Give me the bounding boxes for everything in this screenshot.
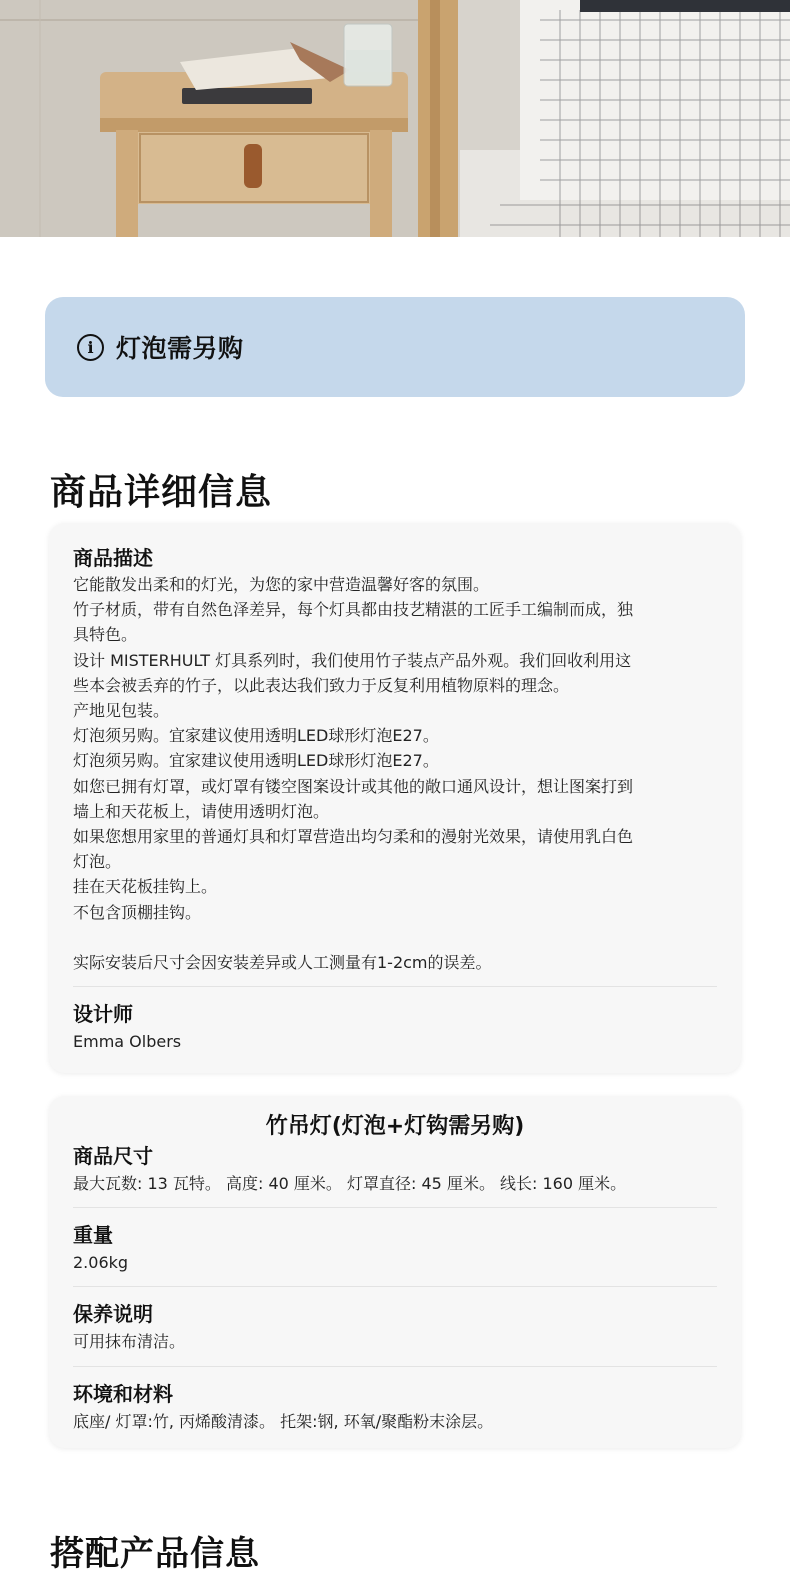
designer-name: Emma Olbers — [73, 1032, 182, 1052]
notice-text: 灯泡需另购 — [116, 334, 244, 363]
section-title-related-products: 搭配产品信息 — [50, 1534, 260, 1574]
description-line: 竹子材质，带有自然色泽差异，每个灯具都由技艺精湛的工匠手工编制而成，独 — [73, 600, 634, 620]
description-line: 挂在天花板挂钩上。 — [73, 877, 218, 897]
description-line — [73, 925, 717, 950]
dimensions-text: 最大瓦数: 13 瓦特。 高度: 40 厘米。 灯罩直径: 45 厘米。 线长: 160 厘米。 — [73, 1174, 627, 1193]
care-heading: 保养说明 — [73, 1302, 153, 1327]
description-line: 如您已拥有灯罩，或灯罩有镂空图案设计或其他的敞口通风设计，想让图案打到 — [73, 776, 634, 796]
divider — [73, 1366, 717, 1367]
materials-heading: 环境和材料 — [73, 1381, 173, 1406]
weight-heading: 重量 — [73, 1223, 113, 1248]
description-line: 产地见包装。 — [73, 701, 170, 721]
description-line: 灯泡须另购。宜家建议使用透明LED球形灯泡E27。 — [73, 726, 439, 746]
designer-heading: 设计师 — [73, 1002, 133, 1027]
description-line: 些本会被丢弃的竹子，以此表达我们致力于反复利用植物原料的理念。 — [73, 675, 570, 695]
divider — [73, 986, 717, 987]
bulb-sold-separately-notice — [45, 297, 745, 397]
dimensions-heading: 商品尺寸 — [73, 1144, 153, 1168]
bedroom-photo — [0, 0, 790, 237]
care-text: 可用抹布清洁。 — [73, 1332, 186, 1352]
description-line: 灯泡须另购。宜家建议使用透明LED球形灯泡E27。 — [73, 751, 439, 771]
description-line: 墙上和天花板上，请使用透明灯泡。 — [73, 801, 330, 821]
product-specs-card — [49, 1096, 741, 1448]
section-title-product-details: 商品详细信息 — [50, 472, 273, 513]
info-icon: i — [77, 334, 104, 361]
description-line: 实际安装后尺寸会因安装差异或人工测量有1-2cm的误差。 — [73, 953, 492, 973]
divider — [73, 1286, 717, 1287]
product-name: 竹吊灯(灯泡+灯钩需另购) — [265, 1114, 525, 1139]
materials-text: 底座/ 灯罩:竹, 丙烯酸清漆。 托架:钢, 环氧/聚酯粉末涂层。 — [73, 1411, 494, 1431]
description-line: 设计 MISTERHULT 灯具系列时，我们使用竹子装点产品外观。我们回收利用这 — [73, 650, 632, 670]
description-heading: 商品描述 — [73, 546, 153, 570]
product-description-card — [49, 523, 741, 1073]
description-line: 如果您想用家里的普通灯具和灯罩营造出均匀柔和的漫射光效果，请使用乳白色 — [73, 827, 634, 847]
weight-text: 2.06kg — [73, 1253, 129, 1273]
description-line: 不包含顶棚挂钩。 — [73, 902, 202, 922]
hero-image — [0, 0, 790, 237]
description-line: 具特色。 — [73, 625, 138, 645]
divider — [73, 1207, 717, 1208]
description-body — [73, 572, 717, 975]
description-line: 灯泡。 — [73, 852, 122, 872]
description-line: 它能散发出柔和的灯光，为您的家中营造温馨好客的氛围。 — [73, 575, 490, 594]
